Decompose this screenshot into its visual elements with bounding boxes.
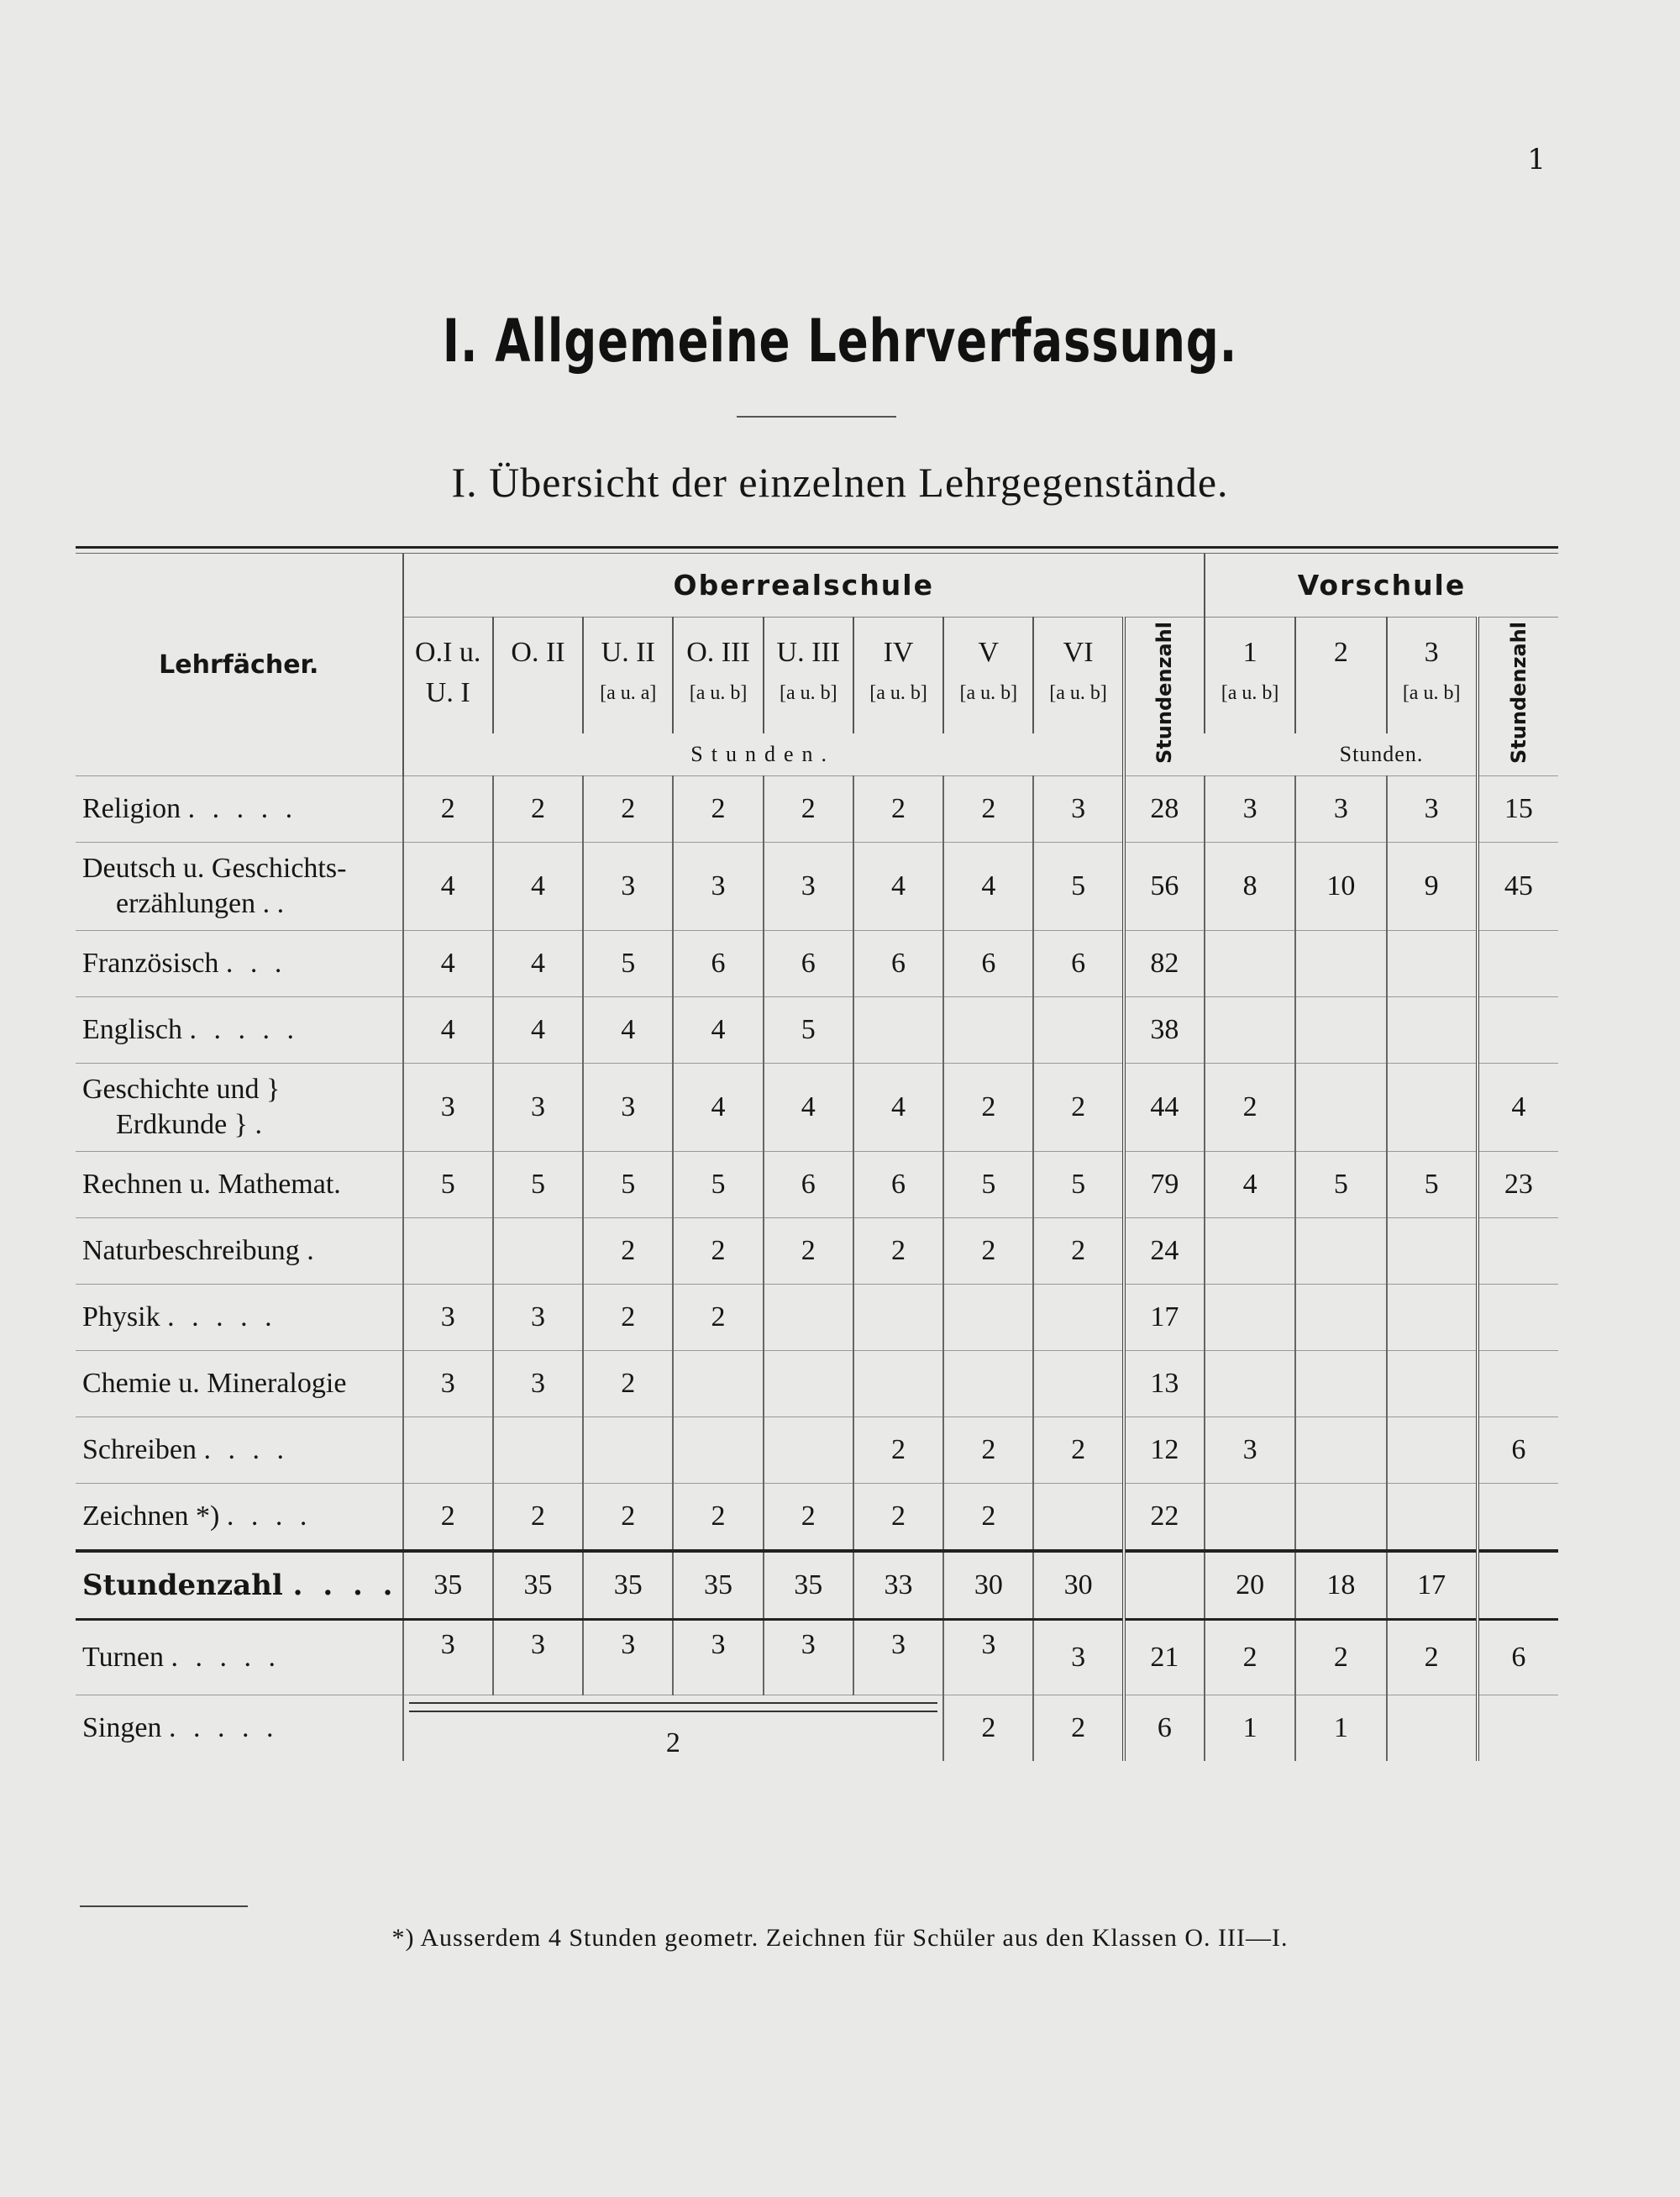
hours-cell: 6 [853,1152,943,1218]
hours-cell [493,1417,583,1484]
hours-cell: 6 [1033,931,1123,997]
hours-cell [1295,1484,1386,1552]
hours-cell [403,1218,493,1285]
subject-name-continued: erzählungen . . [116,888,285,919]
leader-dots: . [307,1235,319,1266]
subject-cell [76,1695,403,1762]
hours-cell: 3 [583,1620,673,1695]
hours-cell: 2 [583,776,673,843]
class-header-vor [1387,618,1478,734]
singen-row [76,1695,1558,1762]
class-label-second: U. I [425,677,470,708]
subject-name: Schreiben [82,1434,197,1465]
hours-cell: 2 [583,1484,673,1552]
hours-cell: 2 [1033,1064,1123,1152]
hours-cell [1295,997,1386,1064]
subject-cell [76,931,403,997]
subject-name: Zeichnen *) [82,1501,220,1532]
hours-cell [764,1351,853,1417]
vor-sum-cell: 23 [1478,1152,1558,1218]
class-subdivision: [a u. b] [1402,682,1461,704]
hours-cell: 2 [943,1417,1033,1484]
hours-cell: 6 [764,931,853,997]
page-number: 1 [1527,143,1546,176]
class-header-ober [673,618,763,734]
hours-cell [1205,1484,1295,1552]
hours-cell: 5 [1033,1152,1123,1218]
hours-cell: 3 [764,1620,853,1695]
hours-cell: 3 [403,1064,493,1152]
vor-sum-label: Stundenzahl [1506,622,1530,764]
class-subdivision: [a u. b] [1221,682,1279,704]
hours-cell: 35 [764,1551,853,1620]
hours-cell: 2 [673,776,763,843]
subject-name: Rechnen u. Mathemat. [82,1169,341,1200]
hours-cell: 3 [1033,1620,1123,1695]
class-header-ober [764,618,853,734]
class-header-vor [1205,618,1295,734]
hours-cell: 2 [583,1351,673,1417]
subject-name: Französisch [82,948,219,979]
hours-cell: 3 [1033,776,1123,843]
ober-sum-cell: 22 [1124,1484,1205,1552]
subject-name: Physik [82,1301,160,1332]
leader-dots: . . . . [203,1434,289,1465]
class-label: U. III [776,637,841,668]
hours-cell: 3 [403,1620,493,1695]
hours-cell: 4 [853,843,943,931]
hours-cell: 1 [1205,1695,1295,1762]
class-header-ober [943,618,1033,734]
hours-cell: 3 [583,843,673,931]
hours-cell: 4 [1205,1152,1295,1218]
vorschule-header: Vorschule [1205,554,1558,618]
subject-cell [76,843,403,931]
hours-cell: 2 [764,1218,853,1285]
hours-cell: 3 [1205,1417,1295,1484]
hours-cell [673,1351,763,1417]
footnote: *) Ausserdem 4 Stunden geometr. Zeichnen für Schüler aus den Klassen O. III—I. [391,1924,1289,1952]
class-label: O.I u. [415,637,481,668]
class-label: 1 [1242,637,1257,668]
vor-sum-cell [1478,1218,1558,1285]
vor-sum-cell [1478,997,1558,1064]
vor-sum-cell: 45 [1478,843,1558,931]
vor-sum-cell [1478,1351,1558,1417]
hours-cell [1033,997,1123,1064]
subject-name: Naturbeschreibung [82,1235,300,1266]
vor-stunden-label: Stunden. [1339,742,1424,766]
class-subdivision: [a u. b] [779,682,837,704]
hours-cell: 4 [583,997,673,1064]
vor-sum-cell [1478,1484,1558,1552]
hours-cell [1387,1064,1478,1152]
vor-sum-cell: 15 [1478,776,1558,843]
hours-cell: 4 [853,1064,943,1152]
hours-cell: 2 [943,1064,1033,1152]
hours-cell: 2 [1295,1620,1386,1695]
subject-column-header: Lehrfächer. [159,649,319,680]
table-row [76,1152,1558,1218]
hours-cell [943,997,1033,1064]
hours-cell: 20 [1205,1551,1295,1620]
table-top-rule [76,546,1558,554]
subject-name: Chemie u. Mineralogie [82,1368,347,1399]
class-header-ober [853,618,943,734]
hours-cell: 3 [764,843,853,931]
hours-cell: 3 [493,1285,583,1351]
table-row [76,997,1558,1064]
hours-cell: 2 [943,1484,1033,1552]
hours-cell [1295,1417,1386,1484]
hours-cell [403,1417,493,1484]
subject-name-continued: Erdkunde } . [116,1109,263,1140]
hours-cell: 5 [493,1152,583,1218]
turnen-row [76,1620,1558,1695]
hours-cell [1295,1064,1386,1152]
vor-sum-cell: 6 [1478,1417,1558,1484]
vor-sum-cell [1478,1551,1558,1620]
hours-cell [1387,1285,1478,1351]
hours-cell: 3 [1205,776,1295,843]
hours-cell: 6 [673,931,763,997]
class-subdivision: [a u. a] [600,682,657,704]
hours-cell [583,1417,673,1484]
class-header-ober [493,618,583,734]
class-label: U. II [601,637,655,668]
class-header-ober [583,618,673,734]
hours-cell: 5 [943,1152,1033,1218]
ober-sum-cell: 12 [1124,1417,1205,1484]
hours-cell: 2 [1205,1064,1295,1152]
class-label: VI [1063,637,1094,668]
hours-cell: 2 [943,1218,1033,1285]
oberrealschule-header: Oberrealschule [403,554,1205,618]
ober-sum-cell: 24 [1124,1218,1205,1285]
hours-cell [1387,1484,1478,1552]
merged-brace [409,1702,938,1712]
hours-cell [1205,931,1295,997]
hours-cell [1387,1351,1478,1417]
hours-cell: 2 [943,1695,1033,1762]
hours-cell: 4 [493,931,583,997]
hours-cell: 10 [1295,843,1386,931]
subject-name: Englisch [82,1014,182,1045]
hours-cell: 3 [493,1351,583,1417]
table-row [76,931,1558,997]
ober-sum-cell: 38 [1124,997,1205,1064]
class-header-ober [403,618,493,734]
hours-cell [1295,931,1386,997]
lehrfaecher-table [76,554,1558,1761]
page-subtitle: I. Übersicht der einzelnen Lehrgegenstände. [451,459,1229,506]
lehrfaecher-table-container [76,546,1558,1761]
ober-sum-cell: 82 [1124,931,1205,997]
hours-cell [1295,1218,1386,1285]
hours-cell: 8 [1205,843,1295,931]
ober-sum-cell: 44 [1124,1064,1205,1152]
subject-cell [76,1551,403,1620]
subject-cell [76,1417,403,1484]
hours-cell: 4 [673,1064,763,1152]
hours-cell: 5 [1295,1152,1386,1218]
hours-cell: 5 [764,997,853,1064]
subject-name: Geschichte und } [82,1074,281,1105]
hours-cell: 3 [583,1064,673,1152]
ober-sum-header [1124,618,1205,776]
hours-cell: 9 [1387,843,1478,931]
hours-cell [1033,1484,1123,1552]
hours-cell: 2 [493,776,583,843]
hours-cell: 4 [403,843,493,931]
hours-cell: 5 [403,1152,493,1218]
hours-cell: 5 [673,1152,763,1218]
leader-dots: . . . [225,948,287,979]
ober-sum-cell [1124,1551,1205,1620]
title-divider [737,416,896,418]
singen-merged-cell [403,1695,944,1762]
vor-sum-cell [1478,931,1558,997]
subject-name: Stundenzahl [82,1569,283,1602]
hours-cell [1295,1285,1386,1351]
ober-sum-cell: 79 [1124,1152,1205,1218]
hours-cell: 2 [493,1484,583,1552]
class-subdivision: [a u. b] [689,682,748,704]
total-row [76,1551,1558,1620]
hours-cell: 3 [853,1620,943,1695]
hours-cell: 3 [1295,776,1386,843]
hours-cell: 2 [673,1484,763,1552]
hours-cell [1387,1218,1478,1285]
hours-cell: 2 [583,1218,673,1285]
hours-cell: 4 [493,843,583,931]
hours-cell [1387,931,1478,997]
leader-dots: . . . . . [189,1014,299,1045]
subject-cell [76,1620,403,1695]
hours-cell [764,1417,853,1484]
hours-cell: 2 [1387,1620,1478,1695]
class-label: IV [883,637,914,668]
subject-cell [76,1064,403,1152]
hours-cell: 3 [403,1285,493,1351]
vor-sum-cell [1478,1695,1558,1762]
hours-cell: 3 [493,1064,583,1152]
hours-cell: 4 [493,997,583,1064]
hours-cell: 4 [764,1064,853,1152]
hours-cell [1205,1218,1295,1285]
hours-cell: 2 [1033,1417,1123,1484]
hours-cell: 5 [1387,1152,1478,1218]
vor-sum-cell [1478,1285,1558,1351]
hours-cell: 4 [403,997,493,1064]
hours-cell: 30 [1033,1551,1123,1620]
leader-dots: . . . . . [187,793,298,824]
table-row [76,1484,1558,1552]
class-label: 3 [1424,637,1439,668]
hours-cell [1387,997,1478,1064]
hours-cell: 33 [853,1551,943,1620]
hours-cell: 18 [1295,1551,1386,1620]
hours-cell: 35 [493,1551,583,1620]
hours-cell: 2 [853,776,943,843]
hours-cell: 2 [673,1218,763,1285]
subject-cell [76,776,403,843]
ober-stunden-label: Stunden. [403,733,1124,776]
hours-cell [764,1285,853,1351]
subject-cell [76,1152,403,1218]
leader-dots: . . . . . [167,1301,277,1332]
hours-cell [853,1285,943,1351]
hours-cell: 2 [1205,1620,1295,1695]
ober-sum-cell: 56 [1124,843,1205,931]
hours-cell: 5 [1033,843,1123,931]
hours-cell: 2 [583,1285,673,1351]
hours-cell [1295,1351,1386,1417]
hours-cell: 35 [673,1551,763,1620]
hours-cell: 2 [1033,1695,1123,1762]
hours-cell [1205,1285,1295,1351]
hours-cell: 2 [764,1484,853,1552]
table-row [76,1218,1558,1285]
hours-cell: 6 [853,931,943,997]
hours-cell [1387,1695,1478,1762]
hours-cell: 2 [853,1417,943,1484]
hours-cell [853,1351,943,1417]
ober-sum-cell: 6 [1124,1695,1205,1762]
hours-cell [493,1218,583,1285]
subject-name: Turnen [82,1642,164,1673]
class-label: V [978,637,1000,668]
hours-cell: 2 [853,1218,943,1285]
hours-cell: 5 [583,1152,673,1218]
hours-cell [1205,997,1295,1064]
subject-cell [76,997,403,1064]
table-row [76,1285,1558,1351]
table-row [76,843,1558,931]
page-title: I. Allgemeine Lehrverfassung. [442,307,1238,376]
hours-cell: 3 [673,843,763,931]
table-row [76,776,1558,843]
hours-cell [1205,1351,1295,1417]
table-row [76,1351,1558,1417]
hours-cell: 3 [403,1351,493,1417]
class-label: O. III [686,637,750,668]
class-label: 2 [1333,637,1348,668]
leader-dots: . . . . [226,1501,312,1532]
table-row [76,1064,1558,1152]
ober-sum-cell: 21 [1124,1620,1205,1695]
ober-sum-cell: 17 [1124,1285,1205,1351]
hours-cell: 2 [403,776,493,843]
ober-sum-label: Stundenzahl [1152,622,1177,764]
class-label: O. II [511,637,565,668]
hours-cell [1387,1417,1478,1484]
hours-cell: 35 [583,1551,673,1620]
hours-cell [943,1351,1033,1417]
hours-cell: 2 [764,776,853,843]
class-subdivision: [a u. b] [959,682,1018,704]
hours-cell [673,1417,763,1484]
subject-cell [76,1285,403,1351]
vor-sum-cell: 6 [1478,1620,1558,1695]
hours-cell: 2 [853,1484,943,1552]
hours-cell: 30 [943,1551,1033,1620]
class-subdivision: [a u. b] [1049,682,1107,704]
hours-cell [853,997,943,1064]
class-header-vor [1295,618,1386,734]
hours-cell: 6 [764,1152,853,1218]
subject-name: Religion [82,793,181,824]
hours-cell [1033,1285,1123,1351]
class-header-ober [1033,618,1123,734]
hours-cell: 1 [1295,1695,1386,1762]
leader-dots: . . . . [292,1569,398,1602]
hours-cell [943,1285,1033,1351]
subject-cell [76,1351,403,1417]
subject-cell [76,1484,403,1552]
merged-value: 2 [665,1727,680,1758]
hours-cell: 4 [673,997,763,1064]
table-body [76,776,1558,1762]
hours-cell: 17 [1387,1551,1478,1620]
hours-cell: 5 [583,931,673,997]
footnote-rule [80,1905,248,1907]
hours-cell: 3 [673,1620,763,1695]
class-subdivision: [a u. b] [869,682,927,704]
table-row [76,1417,1558,1484]
hours-cell: 4 [403,931,493,997]
hours-cell: 35 [403,1551,493,1620]
ober-sum-cell: 28 [1124,776,1205,843]
ober-sum-cell: 13 [1124,1351,1205,1417]
hours-cell: 2 [403,1484,493,1552]
hours-cell: 3 [493,1620,583,1695]
vor-sum-cell: 4 [1478,1064,1558,1152]
hours-cell [1033,1351,1123,1417]
leader-dots: . . . . . [171,1642,281,1673]
hours-cell: 6 [943,931,1033,997]
subject-name: Deutsch u. Geschichts- [82,853,347,884]
subject-name: Singen [82,1712,162,1743]
hours-cell: 2 [673,1285,763,1351]
subject-cell [76,1218,403,1285]
hours-cell: 2 [1033,1218,1123,1285]
hours-cell: 4 [943,843,1033,931]
hours-cell: 3 [1387,776,1478,843]
hours-cell: 2 [943,776,1033,843]
hours-cell: 3 [943,1620,1033,1695]
leader-dots: . . . . . [168,1712,279,1743]
